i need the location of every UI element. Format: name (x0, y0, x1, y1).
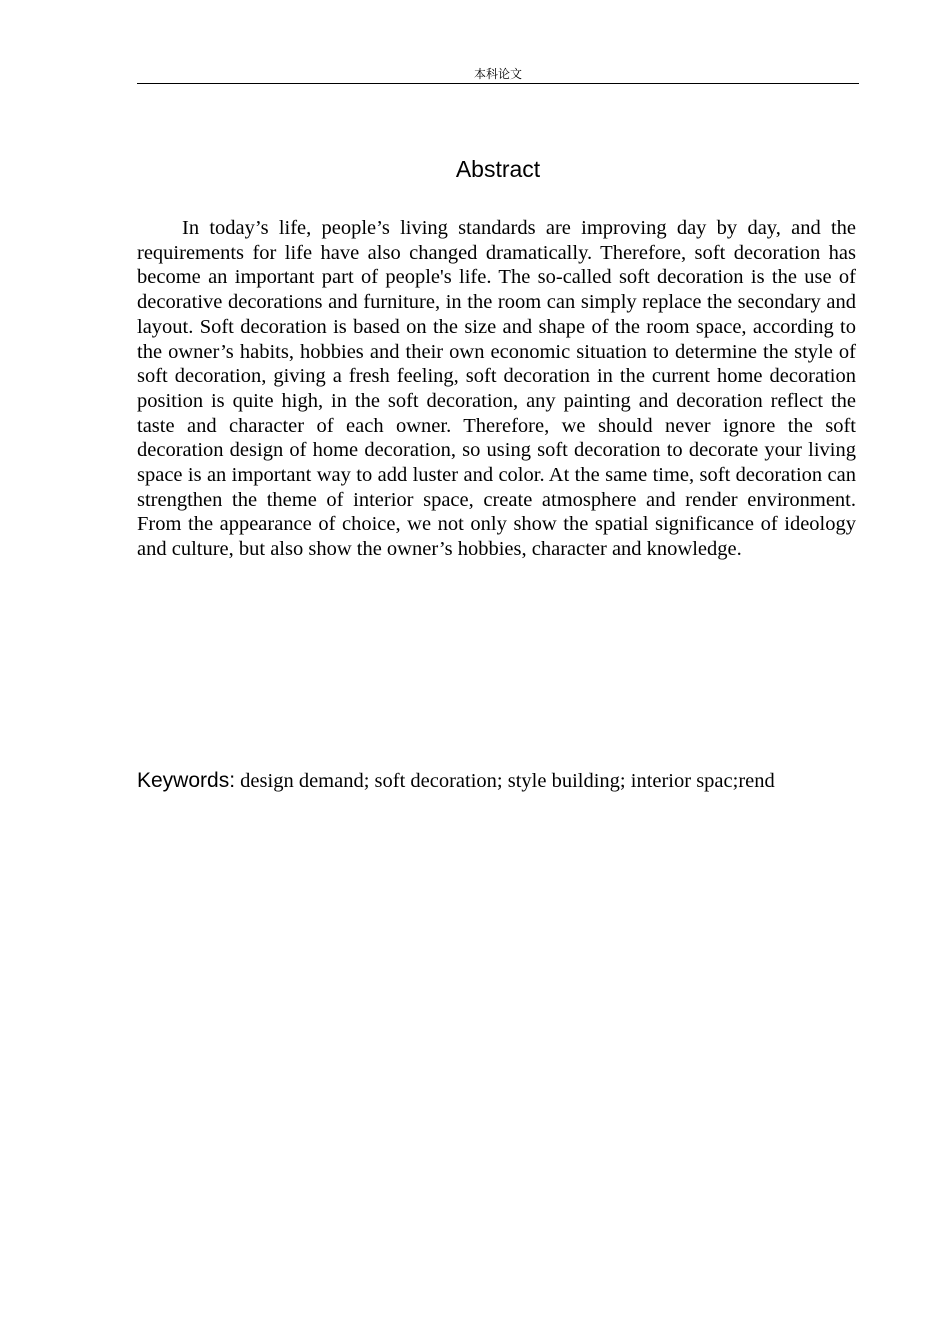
abstract-body: In today’s life, people’s living standards are improving day by day, and the requirements for life have also changed dramatically. Therefore, soft decoration has become an important part of people's life. The so-called soft decoration is the use of decorative decorations and furniture, in the room can simply replace the secondary and layout. Soft decoration is based on the size and shape of the room space, according to the owner’s habits, hobbies and their own economic situation to determine the style of soft decoration, giving a fresh feeling, soft decoration in the current home decoration position is quite high, in the soft decoration, any painting and decoration reflect the taste and character of each owner. Therefore, we should never ignore the soft decoration design of home decoration, so using soft decoration to decorate your living space is an important way to add luster and color. At the same time, soft decoration can strengthen the theme of interior space, create atmosphere and render environment. From the appearance of choice, we not only show the spatial significance of ideology and culture, but also show the owner’s hobbies, character and knowledge. (137, 217, 856, 561)
keywords-label: Keywords: (137, 769, 236, 792)
keywords-line (137, 768, 859, 796)
abstract-title: Abstract (455, 156, 541, 182)
header-rule (137, 83, 859, 84)
keywords-text: design demand; soft decoration; style building; interior spac;rend (235, 770, 775, 792)
running-header: 本科论文 (473, 67, 522, 81)
